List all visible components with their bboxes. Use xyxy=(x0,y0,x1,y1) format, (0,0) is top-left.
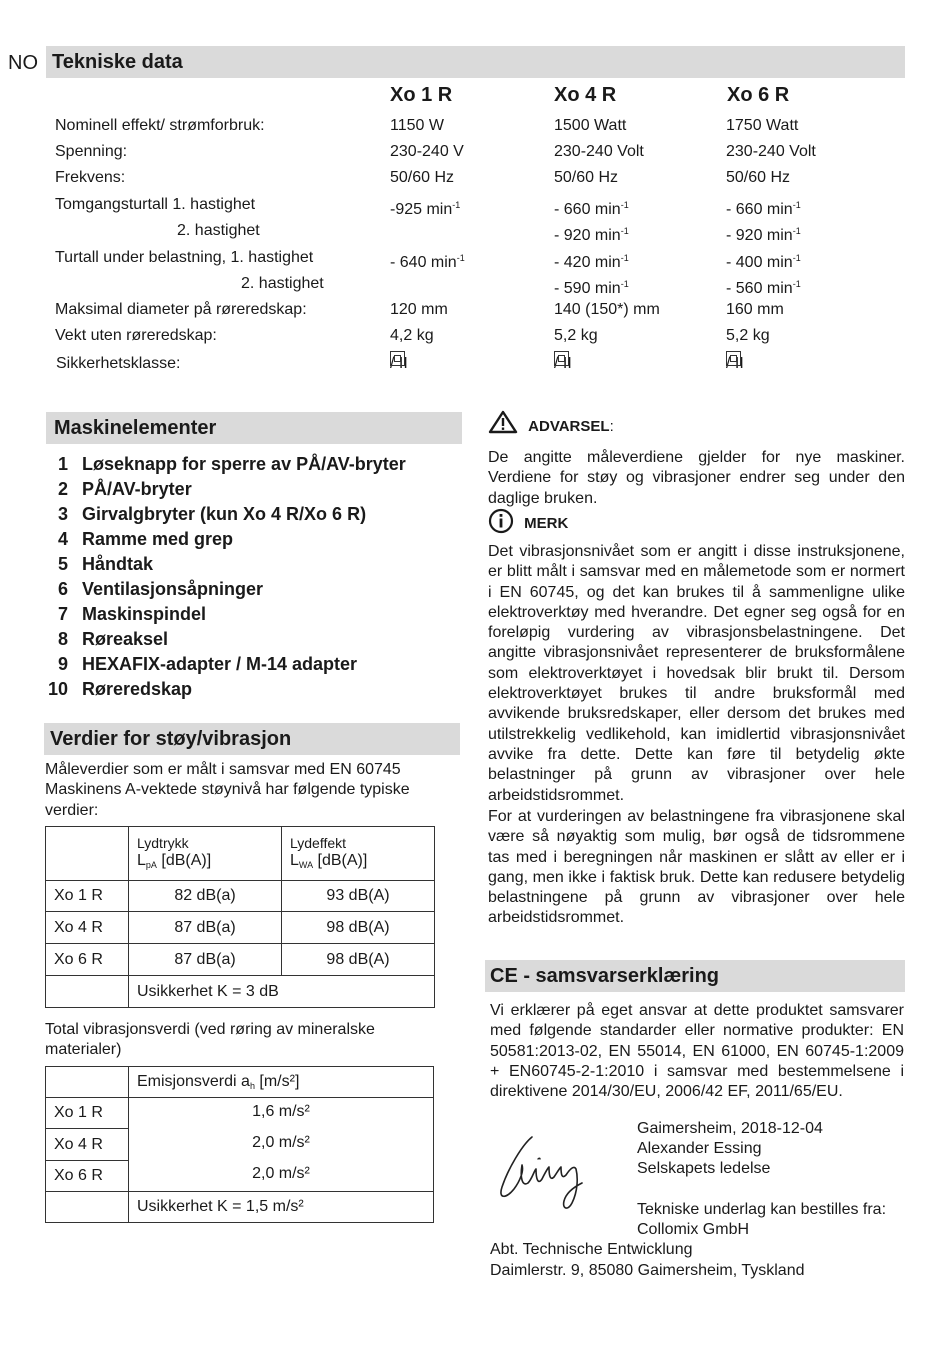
department: Abt. Technische Entwicklung xyxy=(490,1241,693,1258)
list-item: 3 Girvalgbryter (kun Xo 4 R/Xo 6 R) xyxy=(57,504,367,524)
spec-value: - 920 $\min^{-1}$ xyxy=(726,226,801,244)
model-heading-1: Xo 1 R xyxy=(390,84,453,106)
spec-value: 1750 Watt xyxy=(726,117,799,134)
spec-row-voltage xyxy=(55,139,915,165)
spec-label: 2. hastighet xyxy=(241,275,324,292)
spec-value: 1150 W xyxy=(390,117,444,134)
spec-value: 140 (150*) mm xyxy=(554,301,660,318)
list-item: 1 Løseknapp for sperre av PÅ/AV-bryter xyxy=(57,454,406,474)
spec-value: 120 mm xyxy=(390,301,448,318)
spec-value: - 590 $\min^{-1}$ xyxy=(554,279,629,297)
spec-value: 4,2 kg xyxy=(390,327,434,344)
ce-text: Vi erklærer på eget ansvar at dette produktet samsvarer med følgende standarder eller normative produkter: EN 50581:2013-02, EN 55014, EN 61000, EN 60745-1:2009 + EN60745-2-1:2010 i samsvar med bestemmelsene i direktivene 2014/30/EU, 2006/42 EF, 2011/65/EU. xyxy=(490,1002,904,1101)
spec-value: 50/60 Hz xyxy=(554,169,619,186)
spec-row-idle-speed-2 xyxy=(55,218,915,244)
table-row: Xo 6 R xyxy=(46,1161,434,1192)
spec-value: / II xyxy=(554,351,572,377)
spec-value: 230-240 Volt xyxy=(726,143,816,160)
spec-label: Spenning: xyxy=(55,143,128,160)
warning-triangle-icon xyxy=(488,410,518,434)
model-heading-3: Xo 6 R xyxy=(727,84,790,106)
list-item: 7 Maskinspindel xyxy=(57,604,207,624)
spec-value: - 420 $\min^{-1}$ xyxy=(554,253,629,271)
noise-uncertainty: Usikkerhet K = 3 dB xyxy=(129,976,435,1008)
company-name: Collomix GmbH xyxy=(637,1221,750,1238)
spec-value: 230-240 V xyxy=(390,143,464,160)
spec-value: - 920 $\min^{-1}$ xyxy=(554,226,629,244)
spec-value: 160 mm xyxy=(726,301,784,318)
list-item: 8 Røreaksel xyxy=(57,629,169,649)
spec-value: -925 $\min^{-1}$ xyxy=(390,200,461,218)
spec-value: 5,2 kg xyxy=(726,327,770,344)
spec-value: / II xyxy=(726,351,744,377)
vib-intro: Total vibrasjonsverdi (ved røring av mineralske materialer) xyxy=(45,1021,375,1059)
table-row: Xo 1 R 1,6 m/s² 2,0 m/s² 2,0 m/s² xyxy=(46,1098,434,1129)
docs-label: Tekniske underlag kan bestilles fra: xyxy=(637,1201,887,1218)
signer-name: Alexander Essing xyxy=(637,1140,762,1157)
double-insulation-icon xyxy=(554,351,569,366)
emission-header: Emisjonsverdi $a_h$ [m/s²] xyxy=(129,1067,434,1098)
spec-label: Tomgangsturtall 1. hastighet xyxy=(55,196,256,213)
parts-heading: Maskinelementer xyxy=(46,412,462,444)
list-item: 6 Ventilasjonsåpninger xyxy=(57,579,264,599)
spec-value: / II xyxy=(390,351,408,377)
parts-list xyxy=(46,452,456,702)
table-row: Xo 4 R 87 dB(a) 98 dB(A) xyxy=(46,912,435,944)
noise-table xyxy=(45,826,435,1008)
warning-heading: ADVARSEL: xyxy=(488,410,614,435)
spec-row-weight xyxy=(55,323,915,349)
spec-label: Nominell effekt/ strømforbruk: xyxy=(55,117,265,134)
place-date: Gaimersheim, 2018-12-04 xyxy=(637,1120,823,1137)
lpa-header: Lydtrykk $L_{pA}$ [dB(A)] xyxy=(129,827,282,881)
list-item: 2 PÅ/AV-bryter xyxy=(57,479,192,499)
spec-value: 230-240 Volt xyxy=(554,143,644,160)
signer-role: Selskapets ledelse xyxy=(637,1160,771,1177)
note-text-2: For at vurderingen av belastningene fra vibrasjonene skal være så nøyaktig som mulig, bør også de tidsrommene tas med i beregningen når maskinen er slått av eller er i gang, men ikke i faktisk bruk. Dette kan redusere betydelig belastningene på grunn av vibrasjoner over hele arbeidstidsrommet. xyxy=(488,808,905,927)
spec-value: - 660 $\min^{-1}$ xyxy=(726,200,801,218)
warning-text: De angitte måleverdiene gjelder for nye maskiner. Verdiene for støy og vibrasjoner endrer seg under den daglige bruken. xyxy=(488,449,905,507)
table-row: Xo 1 R 82 dB(a) 93 dB(A) xyxy=(46,881,435,912)
spec-row-max-diameter xyxy=(55,297,915,323)
spec-row-load-speed-2 xyxy=(55,271,915,297)
spec-label: Turtall under belastning, 1. hastighet xyxy=(55,249,314,266)
spec-label: 2. hastighet xyxy=(177,222,260,239)
spec-value: - 560 $\min^{-1}$ xyxy=(726,279,801,297)
spec-row-load-speed-1 xyxy=(55,245,915,271)
spec-value: 50/60 Hz xyxy=(726,169,791,186)
lwa-header: Lydeffekt $L_{WA}$ [dB(A)] xyxy=(282,827,435,881)
language-code: NO xyxy=(8,52,38,74)
info-icon xyxy=(488,508,514,534)
list-item: 4 Ramme med grep xyxy=(57,529,234,549)
spec-value: 5,2 kg xyxy=(554,327,598,344)
signature-image xyxy=(492,1125,592,1215)
spec-value: 1500 Watt xyxy=(554,117,627,134)
spec-value: - 400 $\min^{-1}$ xyxy=(726,253,801,271)
table-row xyxy=(46,976,435,1008)
spec-row-idle-speed-1 xyxy=(55,192,915,218)
spec-value: - 640 $\min^{-1}$ xyxy=(390,253,465,271)
table-row: Xo 6 R 87 dB(a) 98 dB(A) xyxy=(46,944,435,976)
double-insulation-icon xyxy=(726,351,741,366)
address: Daimlerstr. 9, 85080 Gaimersheim, Tyskland xyxy=(490,1262,805,1279)
spec-row-frequency xyxy=(55,165,915,191)
spec-value: 50/60 Hz xyxy=(390,169,455,186)
vib-uncertainty: Usikkerhet K = 1,5 m/s² xyxy=(129,1192,434,1223)
list-item: 10 Røreredskap xyxy=(47,679,193,699)
vibration-table xyxy=(45,1066,434,1223)
list-item: 5 Håndtak xyxy=(57,554,154,574)
tech-data-heading: Tekniske data xyxy=(46,46,905,78)
note-heading: MERK xyxy=(488,508,568,534)
noise-intro: Måleverdier som er målt i samsvar med EN 60745 Maskinens A-vektede støynivå har følgende typiske verdier: xyxy=(45,761,410,819)
list-item: 9 HEXAFIX-adapter / M-14 adapter xyxy=(57,654,358,674)
ce-heading: CE - samsvarserklæring xyxy=(485,960,905,992)
spec-label: Maksimal diameter på røreredskap: xyxy=(55,301,307,318)
note-text-1: Det vibrasjonsnivået som er angitt i disse instruksjonene, er blitt målt i samsvar med en målemetode som er normert i EN 60745, og det kan brukes til å sammenligne ulike elektroverktøy med hverandre. Det egner seg også for en foreløpig vurdering av vibrasjonsbelastningene. Det angitte vibrasjonsnivået representerer de bruksformålene som elektroverktøyet i hovedsak blir brukt til. Dersom elektroverktøyet brukes til andre bruksformål med avvikende bruksredskaper, eller dersom det brukes med utilstrekkelig vedlikehold, kan imidlertid vibrasjonsnivået avvike fra dette. Dette kan føre til betydelig økte belastninger på grunn av vibrasjoner over hele arbeidstidsrommet. xyxy=(488,543,905,804)
spec-label: Frekvens: xyxy=(55,169,126,186)
spec-value: - 660 $\min^{-1}$ xyxy=(554,200,629,218)
noise-heading: Verdier for støy/vibrasjon xyxy=(44,723,460,755)
spec-row-power xyxy=(55,113,915,139)
table-row: Xo 4 R xyxy=(46,1129,434,1161)
model-heading-2: Xo 4 R xyxy=(554,84,617,106)
spec-label: Sikkerhetsklasse: xyxy=(56,355,181,372)
spec-label: Vekt uten røreredskap: xyxy=(55,327,217,344)
spec-row-safety-class xyxy=(55,351,915,377)
double-insulation-icon xyxy=(390,351,405,366)
